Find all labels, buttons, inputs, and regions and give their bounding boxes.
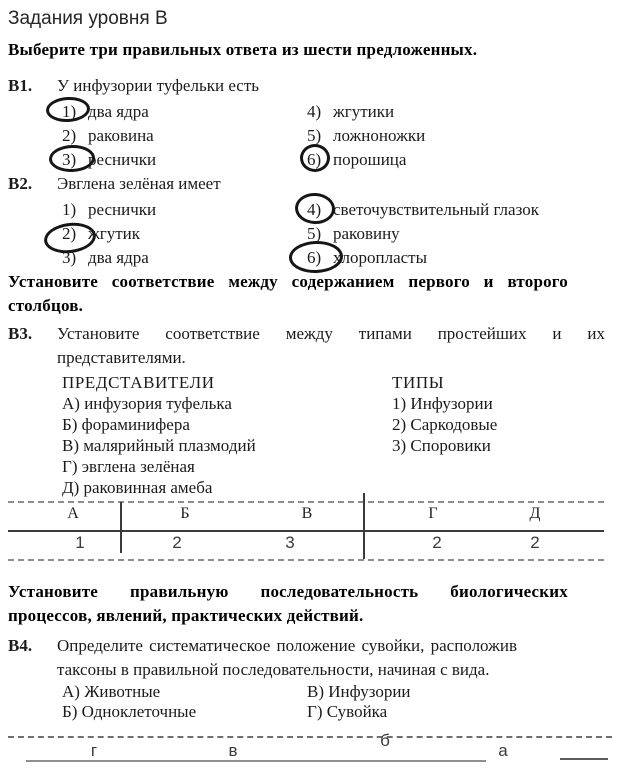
handwritten-answer: 2	[172, 533, 182, 552]
type-item: 2) Саркодовые	[392, 415, 498, 434]
option-number: 1)	[62, 200, 77, 219]
representative-item: В) малярийный плазмодий	[62, 436, 256, 455]
question-b1	[8, 74, 605, 98]
strip-top-line	[8, 736, 612, 738]
option-number: 4)	[307, 200, 322, 219]
option-b2-3	[62, 246, 307, 270]
option-text: светочувствительный глазок	[333, 200, 539, 219]
strip-bottom-line-segment	[560, 758, 608, 760]
question-b2-label: В2.	[8, 174, 33, 193]
table-header-cell: Б	[180, 505, 190, 522]
types-column	[392, 372, 497, 498]
option-text: жгутик	[88, 224, 141, 243]
types-header: ТИПЫ	[392, 373, 445, 392]
handwritten-answer: г	[90, 741, 98, 760]
option-b4-g: Г) Сувойка	[307, 702, 388, 721]
option-number: 3)	[62, 150, 77, 169]
representative-item: Г) эвглена зелёная	[62, 457, 195, 476]
option-number: 2)	[62, 126, 77, 145]
question-b1-options	[62, 100, 605, 172]
option-number: 1)	[62, 102, 77, 121]
option-text: реснички	[88, 150, 157, 169]
representative-item: Д) раковинная амеба	[62, 478, 213, 497]
option-b1-4	[307, 100, 605, 124]
option-number: 6)	[307, 150, 322, 169]
question-b4-label: В4.	[8, 636, 33, 655]
table-header-cell: В	[301, 505, 313, 522]
option-text: два ядра	[88, 102, 149, 121]
handwritten-answer: 1	[75, 533, 85, 552]
question-b2-options	[62, 198, 605, 270]
option-b1-5	[307, 124, 605, 148]
question-b4	[8, 634, 566, 682]
option-text: ложноножки	[333, 126, 426, 145]
table-top-border	[8, 501, 604, 503]
option-number: 6)	[307, 248, 322, 267]
handwritten-answer: в	[228, 741, 238, 760]
option-b1-1	[62, 100, 307, 124]
page-title: Задания уровня В	[8, 8, 168, 29]
handwritten-answer: б	[380, 731, 390, 750]
option-b4-b: Б) Одноклеточные	[62, 702, 197, 721]
option-text: жгутики	[333, 102, 395, 121]
instruction-sequence: Установите правильную последовательность биологических процессов, явлений, практических действий.	[8, 582, 568, 625]
question-b1-text: У инфузории туфельки есть	[57, 76, 260, 95]
option-b1-3	[62, 148, 307, 172]
representative-item: А) инфузория туфелька	[62, 394, 232, 413]
table-middle-border	[8, 530, 604, 532]
handwritten-answer: 2	[432, 533, 442, 552]
question-b3-text: Установите соответствие между типами простейших и их представителями.	[57, 324, 605, 367]
table-header-cell: Д	[529, 505, 541, 522]
option-text: хлоропласты	[333, 248, 428, 267]
table-bottom-border	[8, 559, 604, 561]
option-number: 2)	[62, 224, 77, 243]
b3-answer-table	[8, 500, 608, 564]
table-header-cell: Г	[428, 505, 438, 522]
table-vertical-line	[363, 493, 365, 559]
question-b1-label: В1.	[8, 76, 33, 95]
option-text: два ядра	[88, 248, 149, 267]
option-b1-2	[62, 124, 307, 148]
handwritten-answer: а	[498, 741, 508, 760]
option-b2-6	[307, 246, 605, 270]
handwritten-answer: 2	[530, 533, 540, 552]
option-b4-v: В) Инфузории	[307, 682, 411, 701]
representatives-column	[62, 372, 392, 498]
option-text: порошица	[333, 150, 407, 169]
option-number: 5)	[307, 224, 322, 243]
question-b3-label: В3.	[8, 324, 33, 343]
instruction-select-three: Выберите три правильных ответа из шести предложенных.	[8, 40, 478, 59]
option-number: 3)	[62, 248, 77, 267]
question-b3	[8, 322, 605, 370]
option-text: раковину	[333, 224, 400, 243]
table-header-cell: А	[67, 505, 79, 522]
option-text: раковина	[88, 126, 154, 145]
question-b3-columns	[62, 372, 605, 498]
option-b2-1	[62, 198, 307, 222]
option-b2-4	[307, 198, 605, 222]
b4-answer-strip	[8, 731, 612, 766]
handwritten-answer: 3	[285, 533, 295, 552]
option-b1-6	[307, 148, 605, 172]
option-number: 4)	[307, 102, 322, 121]
type-item: 3) Споровики	[392, 436, 491, 455]
option-b4-a: А) Животные	[62, 682, 161, 701]
question-b2-text: Эвглена зелёная имеет	[57, 174, 221, 193]
question-b2	[8, 172, 605, 196]
option-b2-2	[62, 222, 307, 246]
option-b2-5	[307, 222, 605, 246]
type-item: 1) Инфузории	[392, 394, 493, 413]
option-text: реснички	[88, 200, 157, 219]
representative-item: Б) фораминифера	[62, 415, 190, 434]
table-vertical-line	[120, 502, 122, 553]
question-b4-text: Определите систематическое положение сувойки, расположив таксоны в правильной последовательности, начиная с вида.	[57, 636, 517, 679]
option-number: 5)	[307, 126, 322, 145]
instruction-match-columns: Установите соответствие между содержанием первого и второго столбцов.	[8, 272, 568, 315]
question-b4-options	[62, 682, 605, 722]
representatives-header: ПРЕДСТАВИТЕЛИ	[62, 373, 215, 392]
